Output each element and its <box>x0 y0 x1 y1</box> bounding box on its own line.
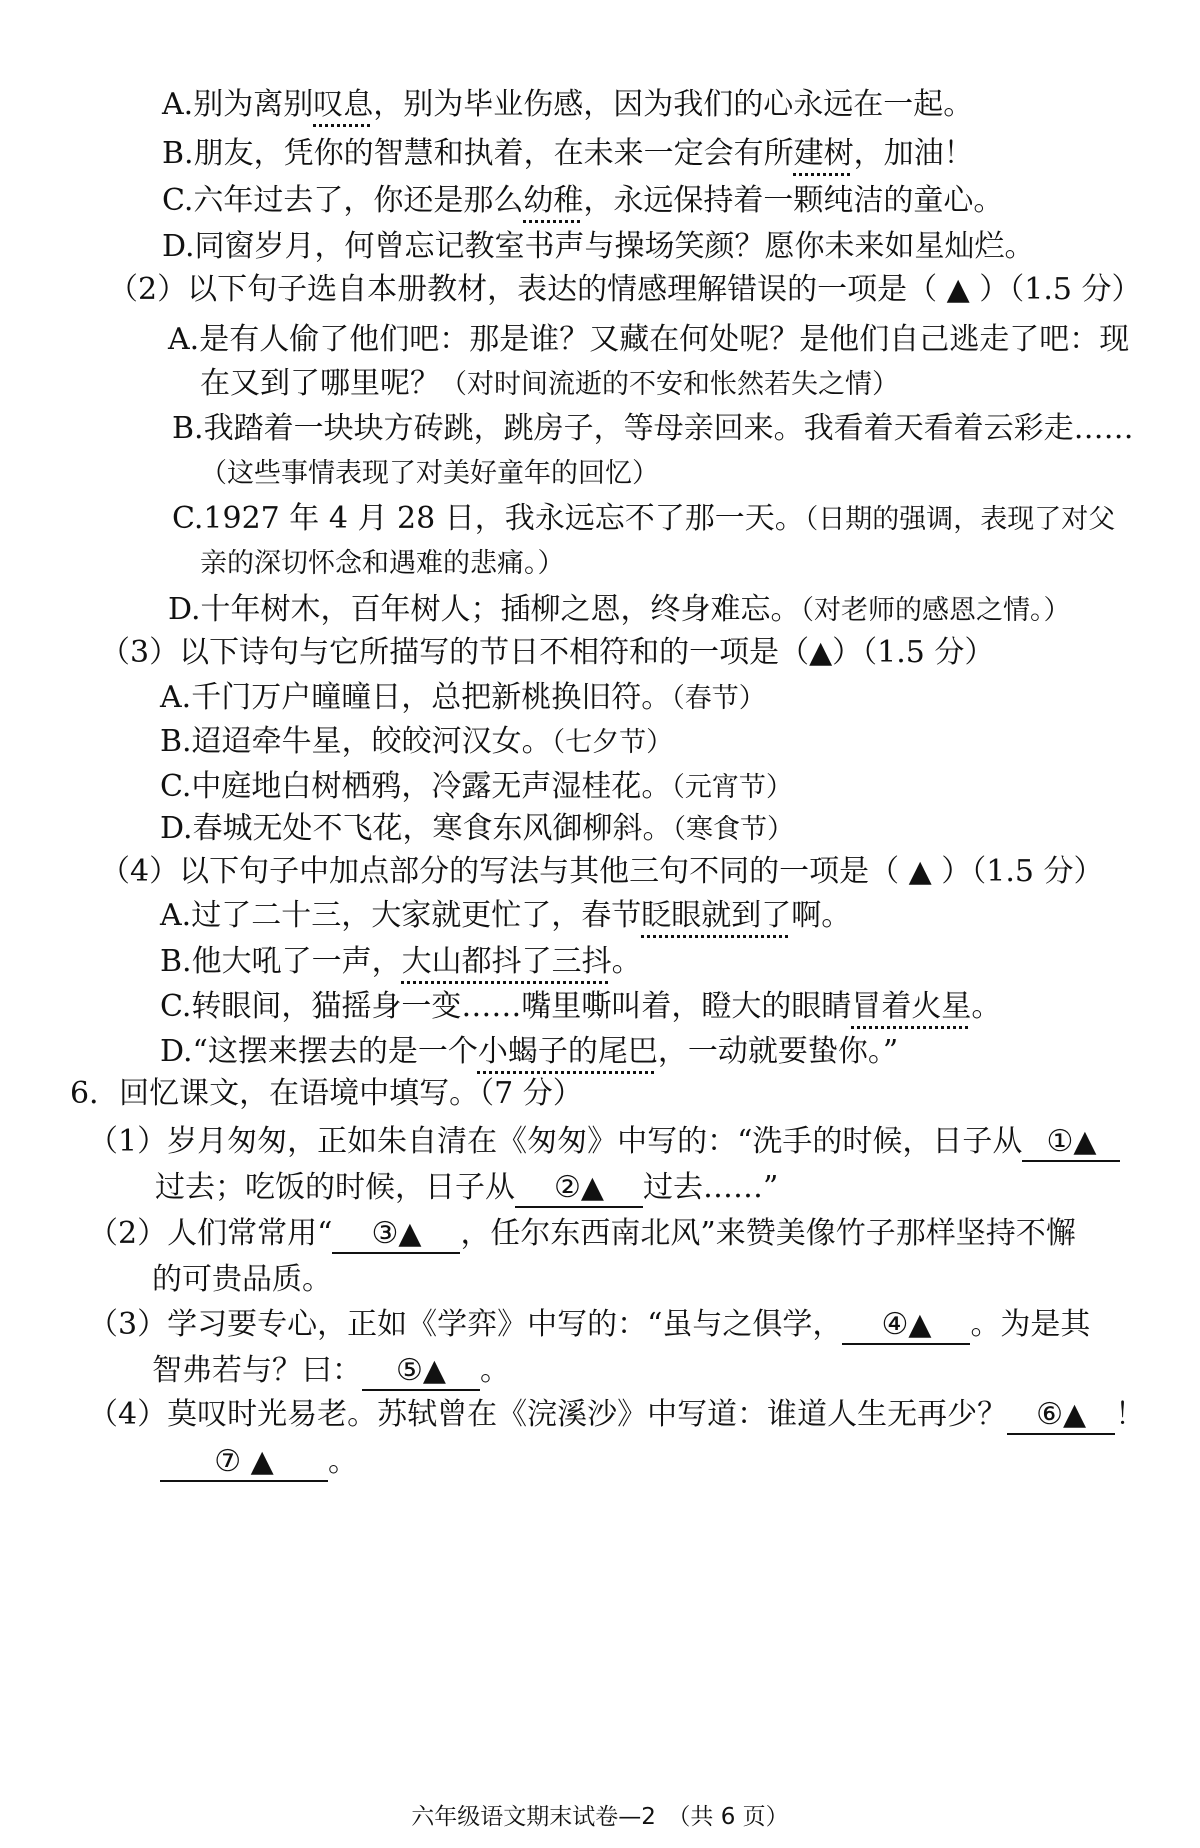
sentence-text: ，任尔东西南北风”来赞美像竹子那样坚持不懈 <box>460 1216 1076 1251</box>
q6-2-line1 <box>88 1212 1076 1256</box>
sentence-text: 智弗若与？曰： <box>152 1353 362 1388</box>
q5-1-option-c <box>162 179 1003 223</box>
sentence-text: （4）莫叹时光易老。苏轼曾在《浣溪沙》中写道：谁道人生无再少？ <box>88 1397 1008 1432</box>
sentence-text: （2）人们常常用“ <box>88 1216 333 1251</box>
option-note: （日期的强调，表现了对父 <box>804 504 1116 535</box>
q6-4-line2 <box>160 1440 358 1484</box>
q6-title: 6．回忆课文，在语境中填写。（7 分） <box>70 1076 583 1111</box>
q5-3-option-b <box>160 720 673 765</box>
option-text: ，加油！ <box>853 136 974 171</box>
sentence-text: 过去；吃饭的时候，日子从 <box>155 1170 515 1205</box>
option-text: ，永远保持着一颗纯洁的童心。 <box>583 183 1004 218</box>
q5-4-option-d <box>160 1030 898 1074</box>
q5-2-option-a-line1: A.是有人偷了他们吧：那是谁？又藏在何处呢？是他们自己逃走了吧：现 <box>168 322 1130 357</box>
sentence-text: （3）学习要专心，正如《学弈》中写的：“虽与之俱学， <box>88 1307 843 1342</box>
q5-2-stem: （2）以下句子选自本册教材，表达的情感理解错误的一项是（ ▲ ）（1.5 分） <box>108 272 1142 307</box>
dotted-text: 建树 <box>793 136 854 171</box>
q5-3-option-a <box>160 676 766 721</box>
q6-3-line1 <box>88 1303 1090 1347</box>
option-text: C.转眼间，猫摇身一变……嘴里嘶叫着，瞪大的眼睛 <box>160 989 852 1024</box>
q6-2-line2: 的可贵品质。 <box>152 1262 332 1297</box>
option-text: C.中庭地白树栖鸦，冷露无声湿桂花。 <box>160 769 672 804</box>
q5-2-option-d <box>168 588 1071 633</box>
q5-3-option-d <box>160 807 794 852</box>
sentence-text: 过去……” <box>643 1170 779 1205</box>
option-note: （寒食节） <box>672 814 795 845</box>
dotted-text: 眨眼就到了 <box>641 898 792 933</box>
option-text: ，一动就要蛰你。” <box>657 1034 899 1069</box>
answer-blank-1[interactable]: ①▲ <box>1022 1124 1120 1162</box>
option-text: 在又到了哪里呢？ <box>200 366 440 401</box>
option-text: C.六年过去了，你还是那么 <box>162 183 524 218</box>
sentence-text: 。 <box>328 1444 358 1479</box>
option-note: （七夕节） <box>551 727 674 758</box>
q5-1-option-d: D.同窗岁月，何曾忘记教室书声与操场笑颜？愿你未来如星灿烂。 <box>162 229 1035 264</box>
q5-1-option-a <box>162 83 973 127</box>
option-note: （对老师的感恩之情。） <box>800 595 1071 626</box>
dotted-text: 幼稚 <box>523 183 584 218</box>
option-text: D.春城无处不飞花，寒食东风御柳斜。 <box>160 811 673 846</box>
answer-blank-4[interactable]: ④▲ <box>842 1307 970 1345</box>
dotted-text: 叹息 <box>313 87 374 122</box>
answer-blank-5[interactable]: ⑤▲ <box>362 1353 480 1391</box>
q5-2-option-b-line1: B.我踏着一块块方砖跳，跳房子，等母亲回来。我看着天看着云彩走…… <box>172 411 1134 446</box>
sentence-text: ！ <box>1115 1397 1146 1432</box>
option-text: 。 <box>611 944 642 979</box>
q6-3-line2 <box>152 1349 510 1393</box>
option-text: A.别为离别 <box>162 87 314 122</box>
q5-4-stem: （4）以下句子中加点部分的写法与其他三句不同的一项是（ ▲ ）（1.5 分） <box>100 854 1104 889</box>
answer-blank-3[interactable]: ③▲ <box>332 1216 460 1254</box>
page-footer: 六年级语文期末试卷—2 （共 6 页） <box>411 1804 789 1830</box>
option-text: B.他大吼了一声， <box>160 944 402 979</box>
option-text: C.1927 年 4 月 28 日，我永远忘不了那一天。 <box>172 501 805 536</box>
answer-blank-7[interactable]: ⑦ ▲ <box>160 1444 328 1482</box>
sentence-text: 。 <box>480 1353 510 1388</box>
q6-1-line2 <box>155 1166 778 1210</box>
q6-4-line1 <box>88 1393 1145 1437</box>
sentence-text: 。为是其 <box>970 1307 1091 1342</box>
option-text: D.“这摆来摆去的是一个 <box>160 1034 478 1069</box>
option-note: （对时间流逝的不安和怅然若失之情） <box>440 369 899 400</box>
q5-4-option-c <box>160 985 1001 1029</box>
dotted-text: 大山都抖了三抖 <box>401 944 612 979</box>
answer-blank-2[interactable]: ②▲ <box>515 1170 643 1208</box>
q5-2-option-c-line1 <box>172 497 1115 542</box>
option-text: 。 <box>971 989 1002 1024</box>
option-text: A.千门万户曈曈日，总把新桃换旧符。 <box>160 680 672 715</box>
option-text: A.过了二十三，大家就更忙了，春节 <box>160 898 642 933</box>
option-text: ，别为毕业伤感，因为我们的心永远在一起。 <box>373 87 974 122</box>
dotted-text: 小蝎子的尾巴 <box>477 1034 658 1069</box>
q6-1-line1 <box>88 1120 1120 1164</box>
option-text: B.迢迢牵牛星，皎皎河汉女。 <box>160 724 552 759</box>
option-text: 啊。 <box>791 898 852 933</box>
option-text: D.十年树木，百年树人；插柳之恩，终身难忘。 <box>168 592 801 627</box>
q5-4-option-a <box>160 894 851 938</box>
option-note: （春节） <box>671 683 766 714</box>
answer-blank-6[interactable]: ⑥▲ <box>1007 1397 1115 1435</box>
q5-3-option-c <box>160 765 793 810</box>
q5-2-option-b-note: （这些事情表现了对美好童年的回忆） <box>200 458 659 489</box>
option-note: （元宵节） <box>671 772 793 803</box>
dotted-text: 冒着火星 <box>851 989 972 1024</box>
q5-1-option-b <box>162 132 974 176</box>
q5-2-option-a-line2 <box>200 362 899 407</box>
q5-4-option-b <box>160 940 642 984</box>
q5-2-option-c-note: 亲的深切怀念和遇难的悲痛。） <box>200 548 565 579</box>
option-text: B.朋友，凭你的智慧和执着，在未来一定会有所 <box>162 136 794 171</box>
q5-3-stem: （3）以下诗句与它所描写的节日不相符和的一项是（▲）（1.5 分） <box>100 635 995 670</box>
sentence-text: （1）岁月匆匆，正如朱自清在《匆匆》中写的：“洗手的时候，日子从 <box>88 1124 1023 1159</box>
